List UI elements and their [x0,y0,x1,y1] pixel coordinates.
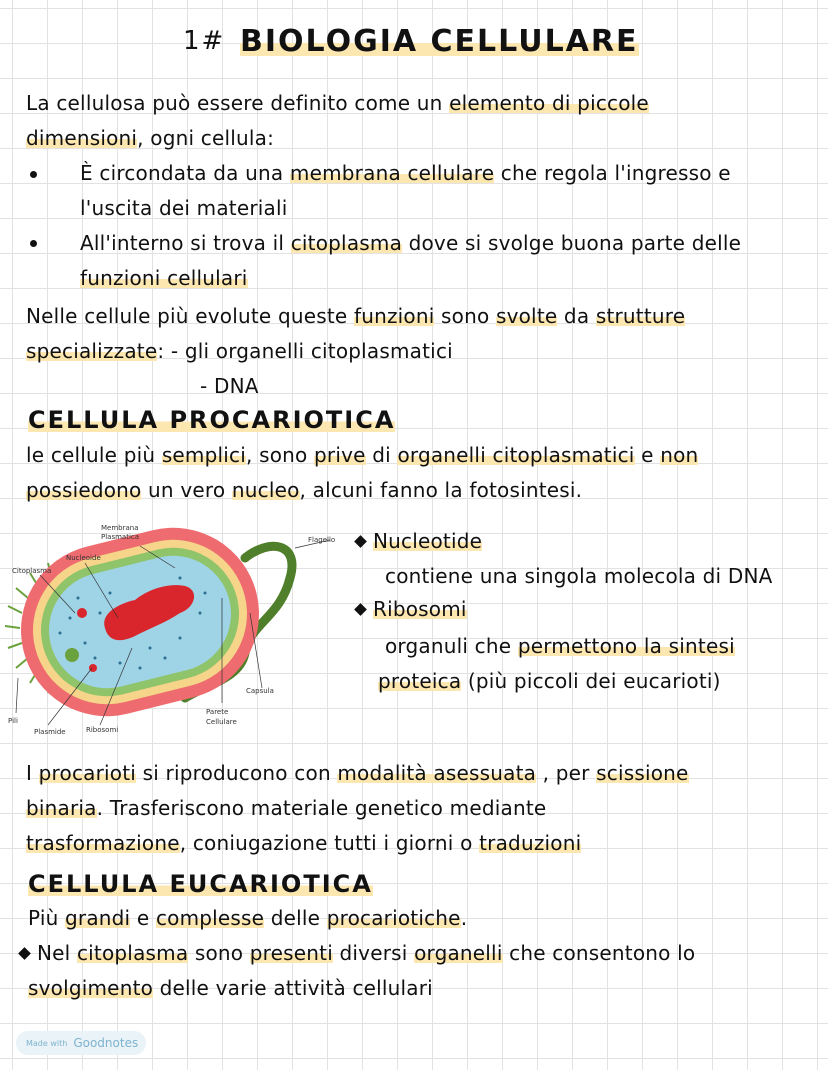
highlight: traduzioni [479,831,582,855]
text: che consentono lo [502,941,696,965]
text: delle [264,906,327,930]
repro-line-2 [26,795,546,821]
highlight: svolgimento [28,976,154,1000]
proc-line-2 [26,477,582,503]
diamond-bullet-icon [354,535,367,548]
intro-line-2 [26,125,274,151]
highlight: specializzate [26,339,158,363]
text: contiene una singola molecola di DNA [385,564,773,588]
text: - DNA [200,374,259,398]
highlight: complesse [155,906,265,930]
bullet-2-line-2 [80,265,248,291]
made-with-label: Made with [26,1038,68,1048]
label-citoplasma: Citoplasma [12,567,52,575]
highlight: non [660,443,699,467]
text: . Trasferiscono materiale genetico mediante [96,796,547,820]
intro-line-5 [200,373,259,399]
highlight: binaria [26,796,97,820]
label-plasmide: Plasmide [34,728,66,736]
repro-line-1 [26,760,689,786]
highlight: grandi [65,906,131,930]
diamond-bullet-icon [18,947,31,960]
prokaryote-cell-diagram [0,518,345,743]
plasmid [77,608,87,618]
def-ribosomi-text-2 [378,668,721,694]
label-parete: Parete [206,708,229,716]
bullet-2-line-1 [80,230,741,256]
goodnotes-badge [16,1031,146,1055]
brand-label: Goodnotes [73,1036,139,1050]
label-cellulare: Cellulare [206,718,237,726]
highlight: organelli citoplasmatici [397,443,635,467]
page-title-text: BIOLOGIA CELLULARE [240,24,639,59]
def-ribosomi-title [354,596,467,622]
highlight: procariotiche [326,906,461,930]
text: sono [188,941,250,965]
intro-line-3 [26,303,685,329]
highlight: funzioni cellulari [80,266,248,290]
highlight: trasformazione [26,831,180,855]
text: , sono [245,443,315,467]
highlight: funzioni [353,304,435,328]
page-title [240,24,639,59]
text: l'uscita dei materiali [80,196,288,220]
granule [65,648,79,662]
highlight: nucleo [231,478,300,502]
text: Nelle cellule più evolute queste [26,304,354,328]
text: di [365,443,398,467]
text: organuli che [385,634,518,658]
label-capsula: Capsula [246,687,274,695]
text: Nel [37,941,77,965]
highlight: possiedono [26,478,142,502]
text: All'interno si trova il [80,231,291,255]
page-number: 1# [183,26,226,56]
intro-line-1 [26,90,649,116]
text: Più [28,906,66,930]
def-ribosomi-text-1 [385,633,735,659]
text: diversi [332,941,415,965]
label-plasmatica: Plasmatica [101,533,140,541]
bullet-1-line-2 [80,195,288,221]
highlight: strutture [595,304,686,328]
highlight: membrana cellulare [289,161,495,185]
euc-line-3 [28,975,433,1001]
highlight: modalità asessuata [337,761,537,785]
text: , coniugazione tutti i giorni o [179,831,480,855]
bullet-dot [30,171,37,178]
bullet-1-line-1 [80,160,731,186]
highlight: semplici [161,443,246,467]
diamond-bullet-icon [354,603,367,616]
bullet-dot [30,240,37,247]
label-flagello: Flagello [308,536,336,544]
label-membrana: Membrana [101,524,139,532]
highlight: organelli [414,941,503,965]
def-nucleotide-text [385,563,773,589]
intro-line-4 [26,338,453,364]
text: I [26,761,39,785]
label-ribosomi: Ribosomi [86,726,119,734]
highlight: scissione [596,761,689,785]
highlight: citoplasma [76,941,189,965]
text: La cellulosa può essere definito come un [26,91,450,115]
highlight: permettono la sintesi [517,634,735,658]
highlight: citoplasma [290,231,403,255]
heading-text: CELLULA EUCARIOTICA [28,870,373,898]
text: sono [434,304,496,328]
euc-line-2 [18,940,695,966]
text: che regola l'ingresso e [494,161,731,185]
repro-line-3 [26,830,581,856]
def-nucleotide-title [354,528,482,554]
text: , ogni cellula: [137,126,275,150]
highlight: Nucleotide [373,529,483,553]
highlight: presenti [249,941,333,965]
text: , alcuni fanno la fotosintesi. [299,478,583,502]
text: delle varie attività cellulari [153,976,433,1000]
text: . [460,906,468,930]
text: È circondata da una [80,161,290,185]
highlight: procarioti [38,761,137,785]
text: dove si svolge buona parte delle [402,231,742,255]
text: un vero [141,478,232,502]
label-pili: Pili [8,717,18,725]
text: si riproducono con [136,761,338,785]
heading-text: CELLULA PROCARIOTICA [28,406,396,434]
text: : - gli organelli citoplasmatici [157,339,453,363]
text: (più piccoli dei eucarioti) [461,669,721,693]
highlight: proteica [378,669,462,693]
text: le cellule più [26,443,162,467]
proc-line-1 [26,442,698,468]
highlight: dimensioni [26,126,138,150]
text: da [557,304,596,328]
section-heading-eucariotica [28,870,373,898]
text: e [634,443,661,467]
highlight: svolte [495,304,558,328]
text: e [130,906,156,930]
section-heading-procariotica [28,406,395,434]
euc-line-1 [28,905,467,931]
highlight: Ribosomi [373,597,467,621]
text: , per [536,761,597,785]
label-nucleoide: Nucleoide [66,554,101,562]
highlight: prive [314,443,366,467]
highlight: elemento di piccole [449,91,649,115]
